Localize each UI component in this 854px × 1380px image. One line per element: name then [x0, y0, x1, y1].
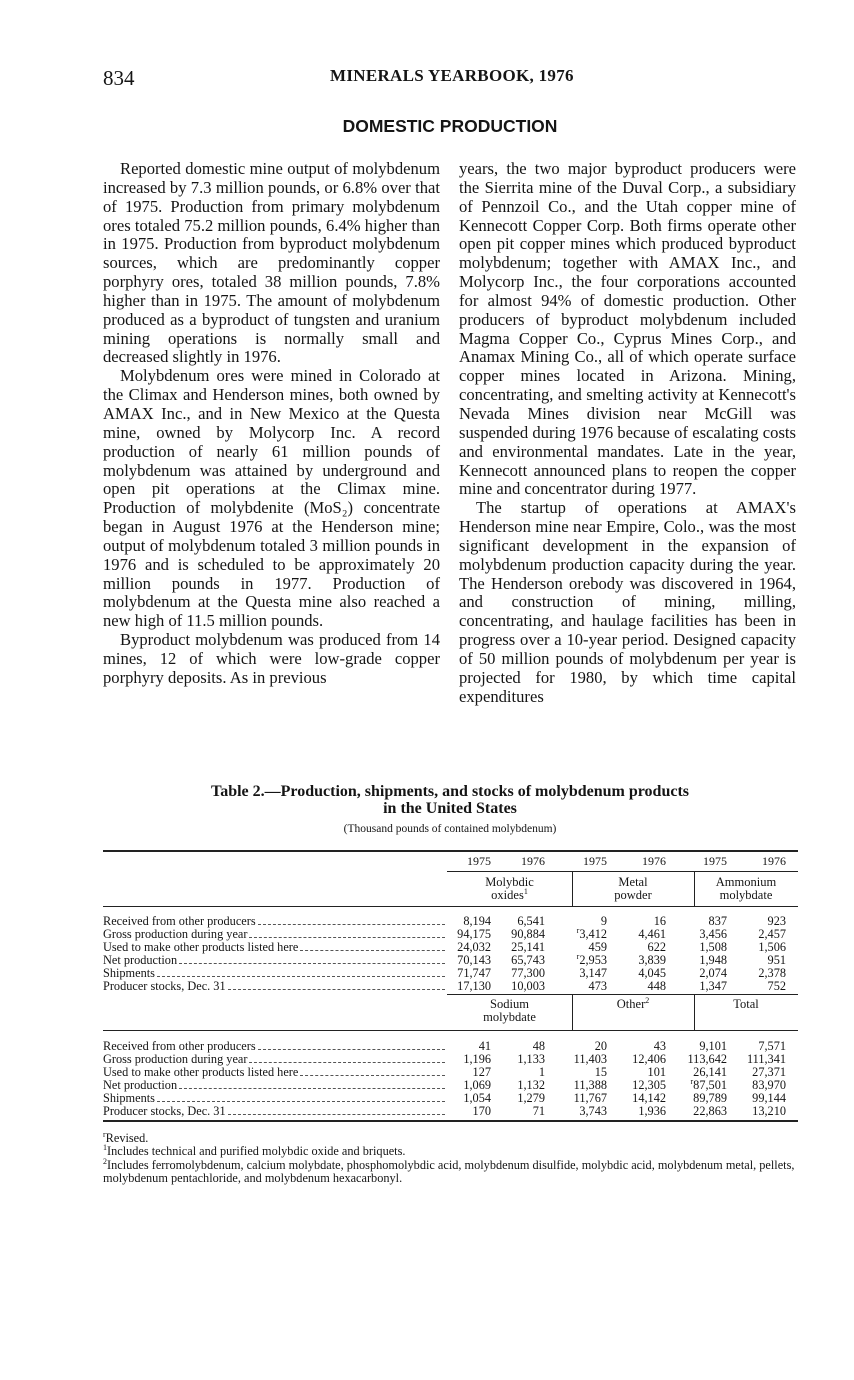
paragraph: Reported domestic mine output of molybdenum increased by 7.3 million pounds, or 6.8% over that of 1975. Production from primary molybdenum ores totaled 75.2 million pounds, 6.4% higher than in 1975. Production from byproduct molybdenum sources, which are predominantly copper porphyry ores, totaled 38 million pounds, 7.8% higher than in 1975. The amount of molybdenum produced as a byproduct of tungsten and uranium mining operations is normally small and decreased slightly in 1976.: [103, 159, 440, 367]
table-cell: 65,743: [511, 953, 545, 967]
table-cell: 11,403: [573, 1052, 607, 1066]
table-cell: 13,210: [752, 1104, 786, 1118]
paragraph: years, the two major byproduct producers were the Sierrita mine of the Duval Corp., a subsidiary of Pennzoil Co., and the Utah copper mine of Kennecott Copper Corp. Both firms operate other open pit copper mines which produced byproduct molybdenum; together with AMAX Inc., and Molycorp Inc., the four corporations accounted for almost 94% of domestic production. Other producers of byproduct molybdenum included Magma Copper Co., Cyprus Mines Corp., and Anamax Mining Co., all of which operate surface copper mines located in Arizona. Mining, concentrating, and smelting activity at Kennecott's Nevada Mines division near McGill was suspended during 1976 because of escalating costs and environmental mandates. Late in the year, Kennecott announced plans to reopen the copper mine and concentrator during 1977.: [459, 159, 796, 499]
body-column-left: [103, 160, 440, 688]
table-cell: 99,144: [752, 1091, 786, 1105]
page-number: 834: [103, 66, 135, 90]
table-cell: 89,789: [693, 1091, 727, 1105]
table-cell: 111,341: [746, 1052, 786, 1066]
footnote: $^r$Revised.: [103, 1129, 149, 1145]
table-cell: 1,279: [517, 1091, 545, 1105]
table-unit-note: (Thousand pounds of contained molybdenum): [343, 823, 557, 835]
table-cell: 1,054: [463, 1091, 491, 1105]
year-header: 1976: [521, 854, 545, 868]
table-rule: [103, 1030, 798, 1031]
table-cell: 20: [594, 1039, 607, 1053]
table-cell: 3,456: [699, 927, 727, 941]
table-cell: 3,839: [638, 953, 666, 967]
table-cell: 26,141: [693, 1065, 727, 1079]
body-column-right: [459, 160, 796, 706]
row-label: Producer stocks, Dec. 31: [103, 1105, 445, 1118]
table-cell: 9,101: [699, 1039, 727, 1053]
table-cell: 2,457: [758, 927, 786, 941]
row-label: Gross production during year: [103, 1053, 445, 1066]
table-divider: [572, 994, 573, 1030]
table-cell: 1,069: [463, 1078, 491, 1092]
table-cell: 127: [472, 1065, 491, 1079]
table-cell: 170: [472, 1104, 491, 1118]
footnote: $^2$Includes ferromolybdenum, calcium molybdate, phosphomolybdic acid, molybdenum disulfide, molybdic acid, molybdenum metal, pellets, molybdenum pentachloride, and molybdenum hexacarbonyl.: [103, 1156, 795, 1185]
table-cell: 12,406: [632, 1052, 666, 1066]
table-cell: 1,506: [758, 940, 786, 954]
table-title-line: Table 2.—Production, shipments, and stocks of molybdenum products: [210, 783, 690, 800]
table-cell: 25,141: [511, 940, 545, 954]
table-rule: [103, 906, 798, 907]
row-label: Used to make other products listed here: [103, 941, 445, 954]
column-group-header: Molybdic oxides$^1$: [485, 875, 534, 902]
table-cell: 3,147: [579, 966, 607, 980]
table-cell: 1,347: [699, 979, 727, 993]
table-cell: 12,305: [632, 1078, 666, 1092]
table-cell: 6,541: [517, 914, 545, 928]
table-cell: 94,175: [457, 927, 491, 941]
table-divider: [694, 871, 695, 906]
table-cell: 41: [478, 1039, 491, 1053]
table-cell: 15: [594, 1065, 607, 1079]
table-cell: 448: [647, 979, 666, 993]
table-cell: 752: [767, 979, 786, 993]
table-cell: 24,032: [457, 940, 491, 954]
table-title-line: in the United States: [383, 800, 517, 817]
table-cell: 1,948: [699, 953, 727, 967]
running-title: MINERALS YEARBOOK, 1976: [330, 66, 574, 85]
row-label: Net production: [103, 954, 445, 967]
paragraph: Molybdenum ores were mined in Colorado at the Climax and Henderson mines, both owned by AMAX Inc., and in New Mexico at the Questa mine, owned by Molycorp Inc. A record production of nearly 61 million pounds of molybdenum was attained by underground and open pit operations at the Climax mine. Production of molybdenite (MoS₂) concentrate began in August 1976 at the Henderson mine; output of molybdenum totaled 3 million pounds in 1976 and is scheduled to be approximately 20 million pounds in 1977. Production of molybdenum at the Questa mine also reached a new high of 11.5 million pounds.: [103, 366, 440, 631]
column-group-header: Other$^2$: [616, 995, 650, 1011]
row-label: Shipments: [103, 1092, 445, 1105]
table-cell: 11,388: [573, 1078, 607, 1092]
table-cell: 14,142: [632, 1091, 666, 1105]
table-cell: 459: [588, 940, 607, 954]
table-cell: 2,074: [699, 966, 727, 980]
table-cell: 1,133: [517, 1052, 545, 1066]
table-cell: 11,767: [573, 1091, 607, 1105]
table-cell: 2,378: [758, 966, 786, 980]
table-cell: 951: [767, 953, 786, 967]
table-divider: [694, 994, 695, 1030]
table-cell: 27,371: [752, 1065, 786, 1079]
table-cell: 70,143: [457, 953, 491, 967]
row-label: Gross production during year: [103, 928, 445, 941]
table-cell: 113,642: [687, 1052, 727, 1066]
table-cell: 1: [538, 1065, 545, 1079]
column-group-header: Metal powder: [614, 875, 652, 902]
row-label: Used to make other products listed here: [103, 1066, 445, 1079]
table-cell: 9: [600, 914, 607, 928]
section-title: DOMESTIC PRODUCTION: [342, 116, 558, 136]
footnote: $^1$Includes technical and purified molybdic oxide and briquets.: [103, 1143, 406, 1159]
table-cell: 923: [767, 914, 786, 928]
row-label: Received from other producers: [103, 915, 445, 928]
table-cell: 43: [653, 1039, 666, 1053]
table-cell: 4,461: [638, 927, 666, 941]
table-cell: 83,970: [752, 1078, 786, 1092]
table-cell: 1,196: [463, 1052, 491, 1066]
paragraph: Byproduct molybdenum was produced from 14 mines, 12 of which were low-grade copper porphyry deposits. As in previous: [103, 630, 440, 687]
table-cell: 16: [653, 914, 666, 928]
column-group-header: Sodium molybdate: [483, 997, 536, 1024]
table-cell: 1,132: [517, 1078, 545, 1092]
row-label: Net production: [103, 1079, 445, 1092]
row-label: Shipments: [103, 967, 445, 980]
row-label: Producer stocks, Dec. 31: [103, 980, 445, 993]
row-label: Received from other producers: [103, 1040, 445, 1053]
year-header: 1975: [703, 854, 727, 868]
year-header: 1976: [762, 854, 786, 868]
table-cell: 77,300: [511, 966, 545, 980]
table-cell: 10,003: [511, 979, 545, 993]
table-cell: 48: [532, 1039, 545, 1053]
table-cell: 71,747: [457, 966, 491, 980]
table-cell: 1,936: [638, 1104, 666, 1118]
year-header: 1975: [467, 854, 491, 868]
table-rule: [103, 1120, 798, 1122]
table-cell: 622: [647, 940, 666, 954]
table-cell: 8,194: [463, 914, 491, 928]
table-rule: [447, 871, 798, 872]
column-group-header: Total: [733, 997, 759, 1011]
table-cell: 7,571: [758, 1039, 786, 1053]
table-cell: 22,863: [693, 1104, 727, 1118]
table-cell: 101: [647, 1065, 666, 1079]
table-cell: 3,743: [579, 1104, 607, 1118]
table-rule: [103, 850, 798, 852]
table-cell: 1,508: [699, 940, 727, 954]
table-cell: 837: [708, 914, 727, 928]
column-group-header: Ammonium molybdate: [715, 875, 777, 902]
table-rule: [447, 994, 798, 995]
year-header: 1975: [583, 854, 607, 868]
table-cell: $^r$87,501: [690, 1076, 727, 1092]
table-divider: [572, 871, 573, 906]
table-cell: $^r$2,953: [576, 951, 607, 967]
table-cell: 17,130: [457, 979, 491, 993]
table-cell: $^r$3,412: [576, 925, 607, 941]
table-cell: 473: [588, 979, 607, 993]
table-cell: 71: [532, 1104, 545, 1118]
table-cell: 4,045: [638, 966, 666, 980]
paragraph: The startup of operations at AMAX's Henderson mine near Empire, Colo., was the most significant development in the expansion of molybdenum production capacity during the year. The Henderson orebody was discovered in 1964, and construction of mining, milling, concentrating, and haulage facilities has been in progress over a 10-year period. Designed capacity of 50 million pounds of molybdenum per year is projected for 1980, by which time capital expenditures: [459, 498, 796, 706]
table-title: [100, 783, 800, 817]
table-cell: 90,884: [511, 927, 545, 941]
year-header: 1976: [642, 854, 666, 868]
